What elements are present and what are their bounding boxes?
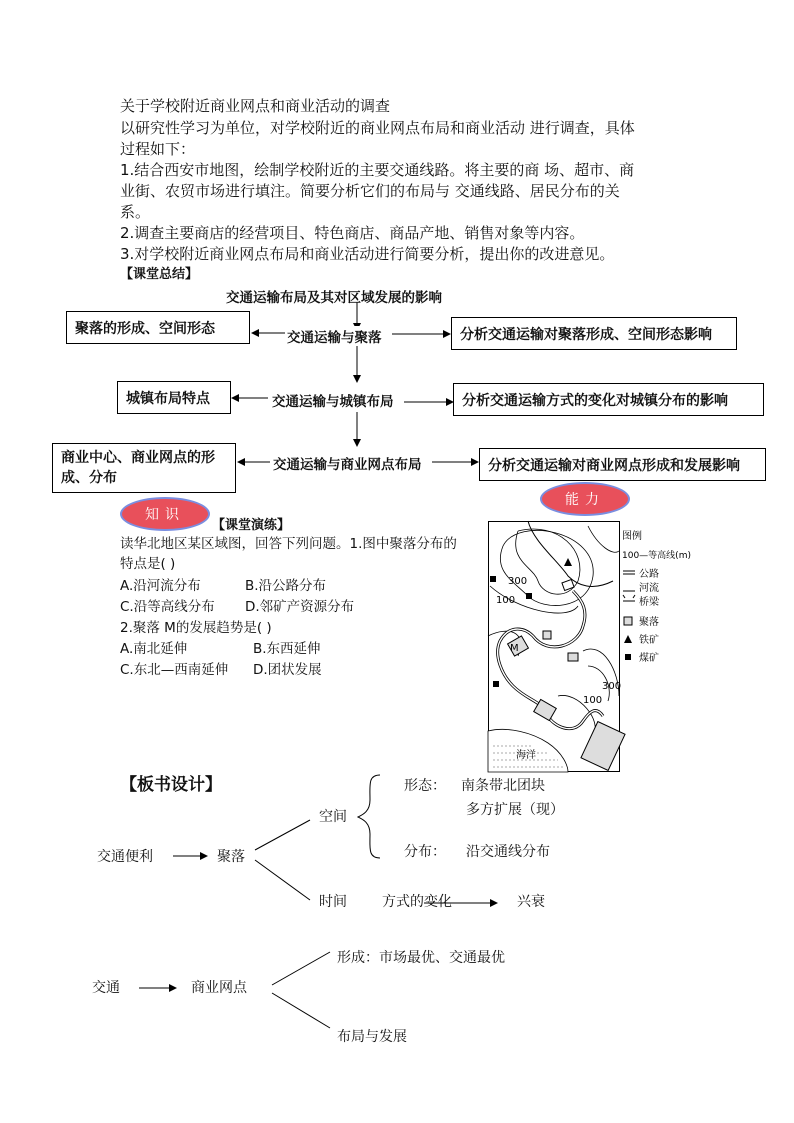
mid-traffic-settlement: 交通运输与聚落	[285, 326, 384, 346]
box-analyze-commercial: 分析交通运输对商业网点形成和发展影响	[479, 448, 766, 481]
settlement-node: 聚落	[217, 849, 245, 865]
form-value-2: 多方扩展（现）	[466, 802, 564, 818]
box-commercial-center: 商业中心、商业网点的形成、分布	[52, 443, 236, 493]
box-analyze-town: 分析交通运输方式的变化对城镇分布的影响	[453, 383, 764, 416]
q1-option-b: B.沿公路分布	[245, 578, 327, 594]
q2-option-c: C.东北—西南延伸	[120, 662, 229, 678]
knowledge-tag: 知识	[120, 497, 210, 531]
svg-text:海洋: 海洋	[516, 750, 536, 761]
ability-tag: 能力	[540, 482, 630, 516]
mid-traffic-town: 交通运输与城镇布局	[270, 390, 396, 410]
form-label: 形态：	[404, 778, 446, 794]
box-settlement-form: 聚落的形成、空间形态	[66, 311, 250, 344]
summary-heading: 【课堂总结】	[120, 267, 199, 282]
box-analyze-settlement: 分析交通运输对聚落形成、空间形态影响	[451, 317, 737, 350]
q2-option-b: B.东西延伸	[253, 641, 321, 657]
svg-text:铁矿: 铁矿	[639, 635, 659, 646]
svg-text:100: 100	[583, 695, 603, 706]
mode-change: 方式的变化	[382, 894, 452, 910]
step1-line-2: 业街、农贸市场进行填注。简要分析它们的布局与 交通线路、居民分布的关	[120, 182, 620, 200]
step1-line-3: 系。	[120, 203, 151, 221]
formation-node: 形成：市场最优、交通最优	[337, 950, 505, 966]
q1-line-2: 特点是( )	[120, 556, 176, 572]
svg-text:100—等高线(m): 100—等高线(m)	[622, 551, 691, 561]
q2-line: 2.聚落 M的发展趋势是( )	[120, 620, 272, 636]
q1-line-1: 读华北地区某区域图，回答下列问题。1.图中聚落分布的	[120, 536, 457, 552]
layout-node: 布局与发展	[337, 1029, 407, 1045]
q1-option-c: C.沿等高线分布	[120, 599, 215, 615]
svg-text:煤矿: 煤矿	[639, 653, 659, 664]
mid-traffic-commercial: 交通运输与商业网点布局	[271, 453, 424, 473]
q2-option-a: A.南北延伸	[120, 641, 188, 657]
rise-fall: 兴衰	[517, 894, 545, 910]
exercise-heading: 【课堂演练】	[212, 518, 291, 533]
step3-line: 3.对学校附近商业网点布局和商业活动进行简要分析，提出你的改进意见。	[120, 245, 615, 263]
intro-line-2: 过程如下：	[120, 140, 196, 158]
summary-top-title: 交通运输布局及其对区域发展的影响	[226, 290, 442, 306]
dist-label: 分布：	[404, 844, 446, 860]
investigation-title: 关于学校附近商业网点和商业活动的调查	[120, 97, 391, 115]
q1-option-d: D.邻矿产资源分布	[245, 599, 355, 615]
summary-arrows	[0, 0, 794, 520]
svg-text:M: M	[510, 643, 519, 654]
step1-line-1: 1.结合西安市地图，绘制学校附近的主要交通线路。将主要的商 场、超市、商	[120, 161, 635, 179]
traffic-convenient: 交通便利	[97, 849, 153, 865]
intro-line-1: 以研究性学习为单位，对学校附近的商业网点布局和商业活动 进行调查，具体	[120, 119, 635, 137]
svg-text:聚落: 聚落	[639, 617, 659, 628]
commercial-node: 商业网点	[191, 980, 247, 996]
step2-line: 2.调查主要商店的经营项目、特色商店、商品产地、销售对象等内容。	[120, 224, 585, 242]
svg-text:河流: 河流	[639, 583, 659, 594]
q1-option-a: A.沿河流分布	[120, 578, 201, 594]
form-value: 南条带北团块	[461, 778, 545, 794]
box-town-layout: 城镇布局特点	[117, 381, 231, 414]
board-heading: 【板书设计】	[120, 775, 222, 795]
svg-text:图例: 图例	[622, 531, 642, 542]
dist-value: 沿交通线分布	[466, 844, 550, 860]
svg-text:桥梁: 桥梁	[639, 597, 659, 608]
traffic-node: 交通	[92, 980, 120, 996]
space-node: 空间	[319, 809, 347, 825]
svg-text:300: 300	[508, 576, 528, 587]
q2-option-d: D.团状发展	[253, 662, 322, 678]
time-node: 时间	[319, 894, 347, 910]
svg-text:公路: 公路	[639, 569, 659, 580]
svg-text:100: 100	[496, 595, 516, 606]
svg-text:300: 300	[602, 681, 622, 692]
region-map	[488, 521, 691, 773]
